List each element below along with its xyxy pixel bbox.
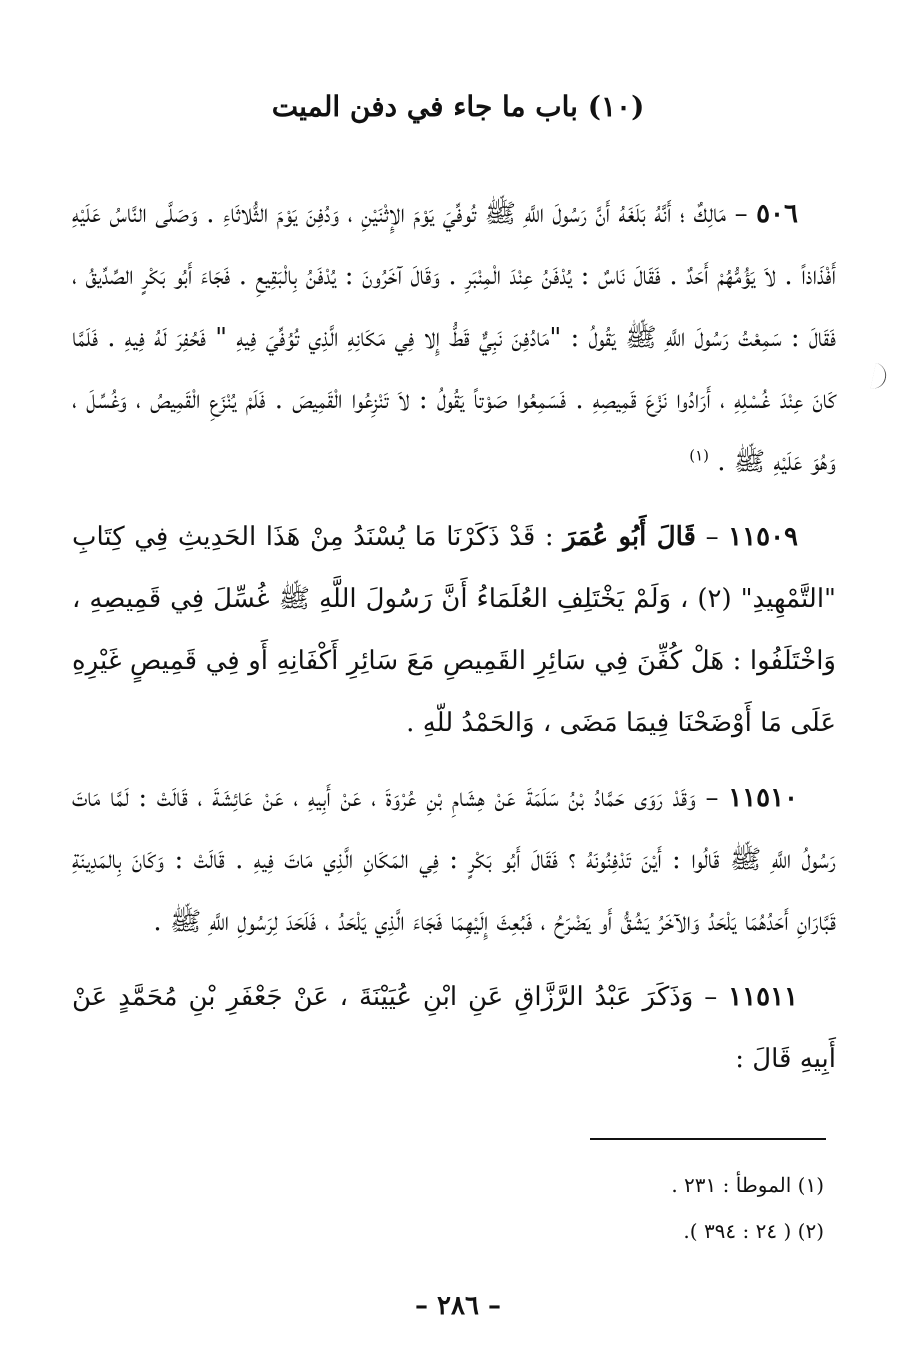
footnote-2: (٢) ( ٢٤ : ٣٩٤ ). bbox=[683, 1219, 824, 1243]
footnote-ref: (١) bbox=[689, 446, 709, 465]
chapter-heading: (١٠) باب ما جاء في دفن الميت bbox=[271, 89, 645, 123]
hadith-number: ١١٥١١ bbox=[728, 982, 798, 1012]
footnote-divider bbox=[590, 1138, 826, 1140]
hadith-number: ٥٠٦ bbox=[756, 199, 798, 229]
paragraph-11509 bbox=[72, 506, 836, 754]
page-number: – ٢٨٦ – bbox=[414, 1291, 502, 1321]
paragraph-text: مَالِكٌ ؛ أَنَّهُ بَلَغَهُ أَنَّ رَسُولَ اللَّهِ ﷺ تُوفِّيَ يَوْمَ الإِثْنَيْنِ ، وَدُفِنَ يَوْمَ الثُّلاثَاءِ . وَصَلَّى النَّاسُ عَلَيْهِ أَفْذَاذاً . لاَ يَؤُمُّهُمْ أَحَدٌ . فَقَالَ نَاسٌ : يُدْفَنُ عِنْدَ الْمِنْبَرِ . وَقَالَ آخَرُونَ : يُدْفَنُ بِالْبَقِيعِ . فَجَاءَ أَبُو بَكْرٍ الصِّدِّيقُ ، فَقَالَ : سَمِعْتُ رَسُولَ اللَّهِ ﷺ يَقُولُ : "مَادُفِنَ نَبِيٌّ قَطُّ إِلا فِي مَكَانِهِ الَّذِي تُوُفِّيَ فِيهِ " فَحُفِرَ لَهُ فِيهِ . فَلَمَّا كَانَ عِنْدَ غُسْلِهِ ، أَرَادُوا نَزْعَ قَمِيصِهِ . فَسَمِعُوا صَوْتاً يَقُولُ : لاَ تَنْزِعُوا الْقَمِيصَ . فَلَمْ يُنْزَعِ الْقَمِيصُ ، وَغُسِّلَ ، وَهُوَ عَلَيْهِ ﷺ . bbox=[72, 199, 836, 477]
paragraph-11510 bbox=[72, 767, 836, 953]
number-dash: – bbox=[696, 522, 729, 552]
paragraph-11511 bbox=[72, 966, 836, 1090]
speaker-name: قَالَ أَبُو عُمَرَ bbox=[563, 522, 696, 552]
hadith-number: ١١٥٠٩ bbox=[728, 522, 798, 552]
paragraph-text: وَقَدْ رَوَى حَمَّادُ بْنُ سَلَمَةَ عَنْ هِشَامِ بْنِ عُرْوَةَ ، عَنْ أَبِيهِ ، عَنْ عَائِشَةَ ، قَالَتْ : لَمَّا مَاتَ رَسُولُ اللَّهِ ﷺ قَالُوا : أَيْنَ تَدْفِنُونَهُ ؟ فَقَالَ أَبُو بَكْرٍ : فِي المَكَانِ الَّذِي مَاتَ فِيهِ . قَالَتْ : وَكَانَ بِالمَدِينَةِ قَبَّارَانِ أَحَدُهُمَا يَلْحَدُ وَالآخَرُ يَشُقُّ أَو يَضْرَحُ ، فَبُعِثَ إِلَيْهِمَا فَجَاءَ الَّذِي يَلْحَدُ ، فَلَحَدَ لِرَسُولِ اللَّهِ ﷺ . bbox=[72, 783, 836, 937]
number-dash: – bbox=[726, 199, 757, 229]
margin-pencil-mark bbox=[870, 363, 888, 391]
hadith-number: ١١٥١٠ bbox=[728, 783, 799, 813]
paragraph-text: وَذَكَرَ عَبْدُ الرَّزَّاقِ عَنِ ابْنِ عُيَيْنَةَ ، عَنْ جَعْفَرِ بْنِ مُحَمَّدٍ عَنْ أَبِيهِ قَالَ : bbox=[72, 982, 836, 1074]
number-dash: – bbox=[693, 982, 729, 1012]
main-text bbox=[72, 183, 836, 1103]
paragraph-text: : قَدْ ذَكَرْنَا مَا يُسْنَدُ مِنْ هَذَا الحَدِيثِ فِي كِتَابِ "التَّمْهِيدِ" (٢) ، وَلَمْ يَخْتَلِفِ العُلَمَاءُ أَنَّ رَسُولَ اللَّهِ ﷺ غُسِّلَ فِي قَمِيصِهِ ، وَاخْتَلَفُوا : هَلْ كُفِّنَ فِي سَائِرِ القَمِيصِ مَعَ سَائِرِ أَكْفَانِهِ أَو فِي قَمِيصٍ غَيْرِهِ عَلَى مَا أَوْضَحْنَا فِيمَا مَضَى ، وَالحَمْدُ للّهِ . bbox=[72, 522, 837, 738]
footnotes bbox=[200, 1162, 824, 1254]
footnote-1: (١) الموطأ : ٢٣١ . bbox=[671, 1173, 824, 1197]
number-dash: – bbox=[695, 783, 729, 813]
paragraph-506 bbox=[72, 183, 836, 493]
